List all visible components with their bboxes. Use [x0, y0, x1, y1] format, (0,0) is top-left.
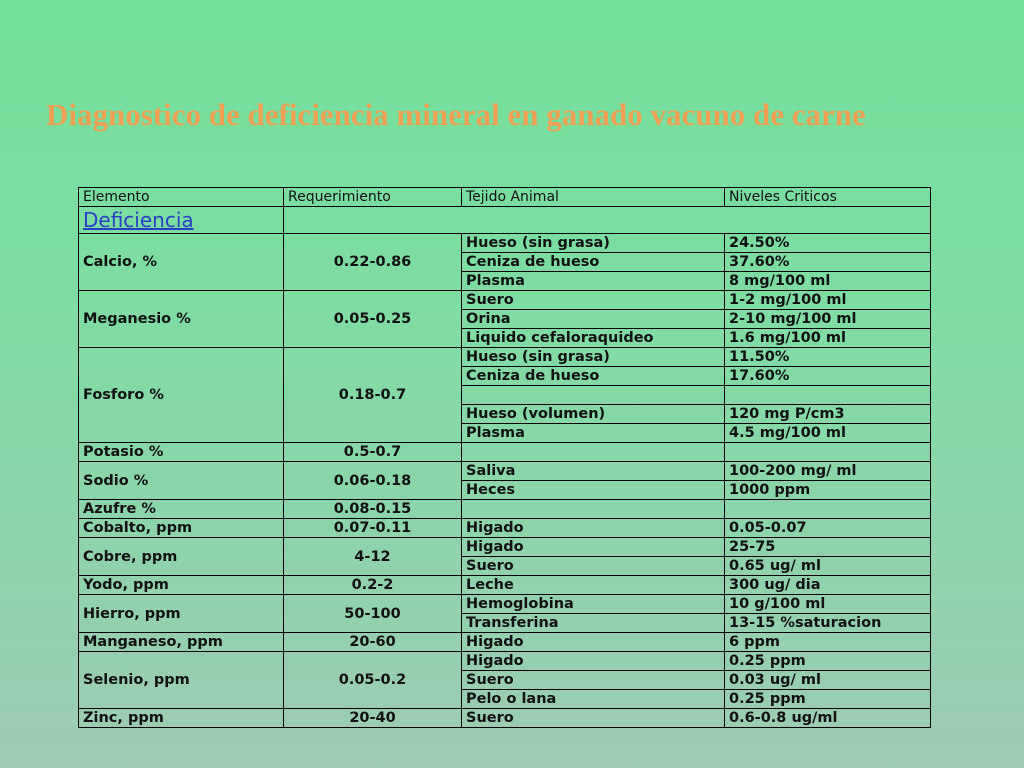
column-header-tejido-animal: Tejido Animal [462, 188, 725, 207]
critical-level-cell: 0.65 ug/ ml [725, 557, 931, 576]
critical-level-cell: 10 g/100 ml [725, 595, 931, 614]
table-row [79, 538, 931, 557]
table-row [79, 652, 931, 671]
tissue-cell: Suero [462, 291, 725, 310]
tissue-cell: Orina [462, 310, 725, 329]
tissue-cell [462, 500, 725, 519]
table-row [79, 234, 931, 253]
critical-level-cell: 25-75 [725, 538, 931, 557]
critical-level-cell: 6 ppm [725, 633, 931, 652]
element-cell-hierro-ppm: Hierro, ppm [79, 595, 284, 633]
requirement-cell: 50-100 [284, 595, 462, 633]
critical-level-cell: 300 ug/ dia [725, 576, 931, 595]
element-cell-yodo-ppm: Yodo, ppm [79, 576, 284, 595]
requirement-cell: 20-60 [284, 633, 462, 652]
critical-level-cell: 13-15 %saturacion [725, 614, 931, 633]
tissue-cell: Higado [462, 633, 725, 652]
tissue-cell: Pelo o lana [462, 690, 725, 709]
critical-level-cell: 0.6-0.8 ug/ml [725, 709, 931, 728]
tissue-cell: Ceniza de hueso [462, 367, 725, 386]
tissue-cell [462, 443, 725, 462]
requirement-cell: 0.18-0.7 [284, 348, 462, 443]
critical-level-cell: 37.60% [725, 253, 931, 272]
element-cell-cobalto-ppm: Cobalto, ppm [79, 519, 284, 538]
tissue-cell [462, 386, 725, 405]
critical-level-cell [725, 386, 931, 405]
tissue-cell: Higado [462, 652, 725, 671]
element-cell-sodio: Sodio % [79, 462, 284, 500]
critical-level-cell: 1000 ppm [725, 481, 931, 500]
critical-level-cell: 2-10 mg/100 ml [725, 310, 931, 329]
element-cell-potasio: Potasio % [79, 443, 284, 462]
tissue-cell: Suero [462, 557, 725, 576]
tissue-cell: Suero [462, 709, 725, 728]
element-cell-cobre-ppm: Cobre, ppm [79, 538, 284, 576]
critical-level-cell: 24.50% [725, 234, 931, 253]
critical-level-cell: 0.05-0.07 [725, 519, 931, 538]
table-row [79, 633, 931, 652]
column-header-elemento: Elemento [79, 188, 284, 207]
section-row [79, 207, 931, 234]
column-header-requerimiento: Requerimiento [284, 188, 462, 207]
tissue-cell: Higado [462, 519, 725, 538]
table-row [79, 443, 931, 462]
slide-title: Diagnostico de deficiencia mineral en ganado vacuno de carne [46, 97, 866, 132]
tissue-cell: Hueso (sin grasa) [462, 234, 725, 253]
tissue-cell: Plasma [462, 424, 725, 443]
element-cell-azufre: Azufre % [79, 500, 284, 519]
requirement-cell: 0.5-0.7 [284, 443, 462, 462]
critical-level-cell: 1.6 mg/100 ml [725, 329, 931, 348]
element-cell-meganesio: Meganesio % [79, 291, 284, 348]
requirement-cell: 20-40 [284, 709, 462, 728]
table-row [79, 519, 931, 538]
tissue-cell: Suero [462, 671, 725, 690]
tissue-cell: Hueso (volumen) [462, 405, 725, 424]
tissue-cell: Leche [462, 576, 725, 595]
table-row [79, 462, 931, 481]
tissue-cell: Hemoglobina [462, 595, 725, 614]
element-cell-manganeso-ppm: Manganeso, ppm [79, 633, 284, 652]
critical-level-cell: 1-2 mg/100 ml [725, 291, 931, 310]
table-row [79, 576, 931, 595]
requirement-cell: 0.05-0.2 [284, 652, 462, 709]
tissue-cell: Transferina [462, 614, 725, 633]
requirement-cell: 0.07-0.11 [284, 519, 462, 538]
critical-level-cell [725, 500, 931, 519]
table-row [79, 348, 931, 367]
critical-level-cell: 0.25 ppm [725, 690, 931, 709]
section-row-empty-cell [284, 207, 931, 234]
table-row [79, 500, 931, 519]
tissue-cell: Hueso (sin grasa) [462, 348, 725, 367]
element-cell-selenio-ppm: Selenio, ppm [79, 652, 284, 709]
critical-level-cell: 0.25 ppm [725, 652, 931, 671]
critical-level-cell: 120 mg P/cm3 [725, 405, 931, 424]
section-label-deficiencia: Deficiencia [79, 207, 284, 234]
tissue-cell: Saliva [462, 462, 725, 481]
mineral-requirements-table [78, 187, 931, 728]
table-row [79, 595, 931, 614]
requirement-cell: 0.05-0.25 [284, 291, 462, 348]
critical-level-cell: 11.50% [725, 348, 931, 367]
tissue-cell: Liquido cefaloraquideo [462, 329, 725, 348]
table-row [79, 709, 931, 728]
requirement-cell: 4-12 [284, 538, 462, 576]
table-header-row [79, 188, 931, 207]
element-cell-fosforo: Fosforo % [79, 348, 284, 443]
tissue-cell: Heces [462, 481, 725, 500]
table-row [79, 291, 931, 310]
tissue-cell: Plasma [462, 272, 725, 291]
critical-level-cell: 4.5 mg/100 ml [725, 424, 931, 443]
requirement-cell: 0.08-0.15 [284, 500, 462, 519]
column-header-niveles-criticos: Niveles Criticos [725, 188, 931, 207]
tissue-cell: Higado [462, 538, 725, 557]
requirement-cell: 0.2-2 [284, 576, 462, 595]
critical-level-cell: 17.60% [725, 367, 931, 386]
element-cell-zinc-ppm: Zinc, ppm [79, 709, 284, 728]
critical-level-cell [725, 443, 931, 462]
critical-level-cell: 8 mg/100 ml [725, 272, 931, 291]
requirement-cell: 0.22-0.86 [284, 234, 462, 291]
tissue-cell: Ceniza de hueso [462, 253, 725, 272]
critical-level-cell: 0.03 ug/ ml [725, 671, 931, 690]
critical-level-cell: 100-200 mg/ ml [725, 462, 931, 481]
element-cell-calcio: Calcio, % [79, 234, 284, 291]
requirement-cell: 0.06-0.18 [284, 462, 462, 500]
